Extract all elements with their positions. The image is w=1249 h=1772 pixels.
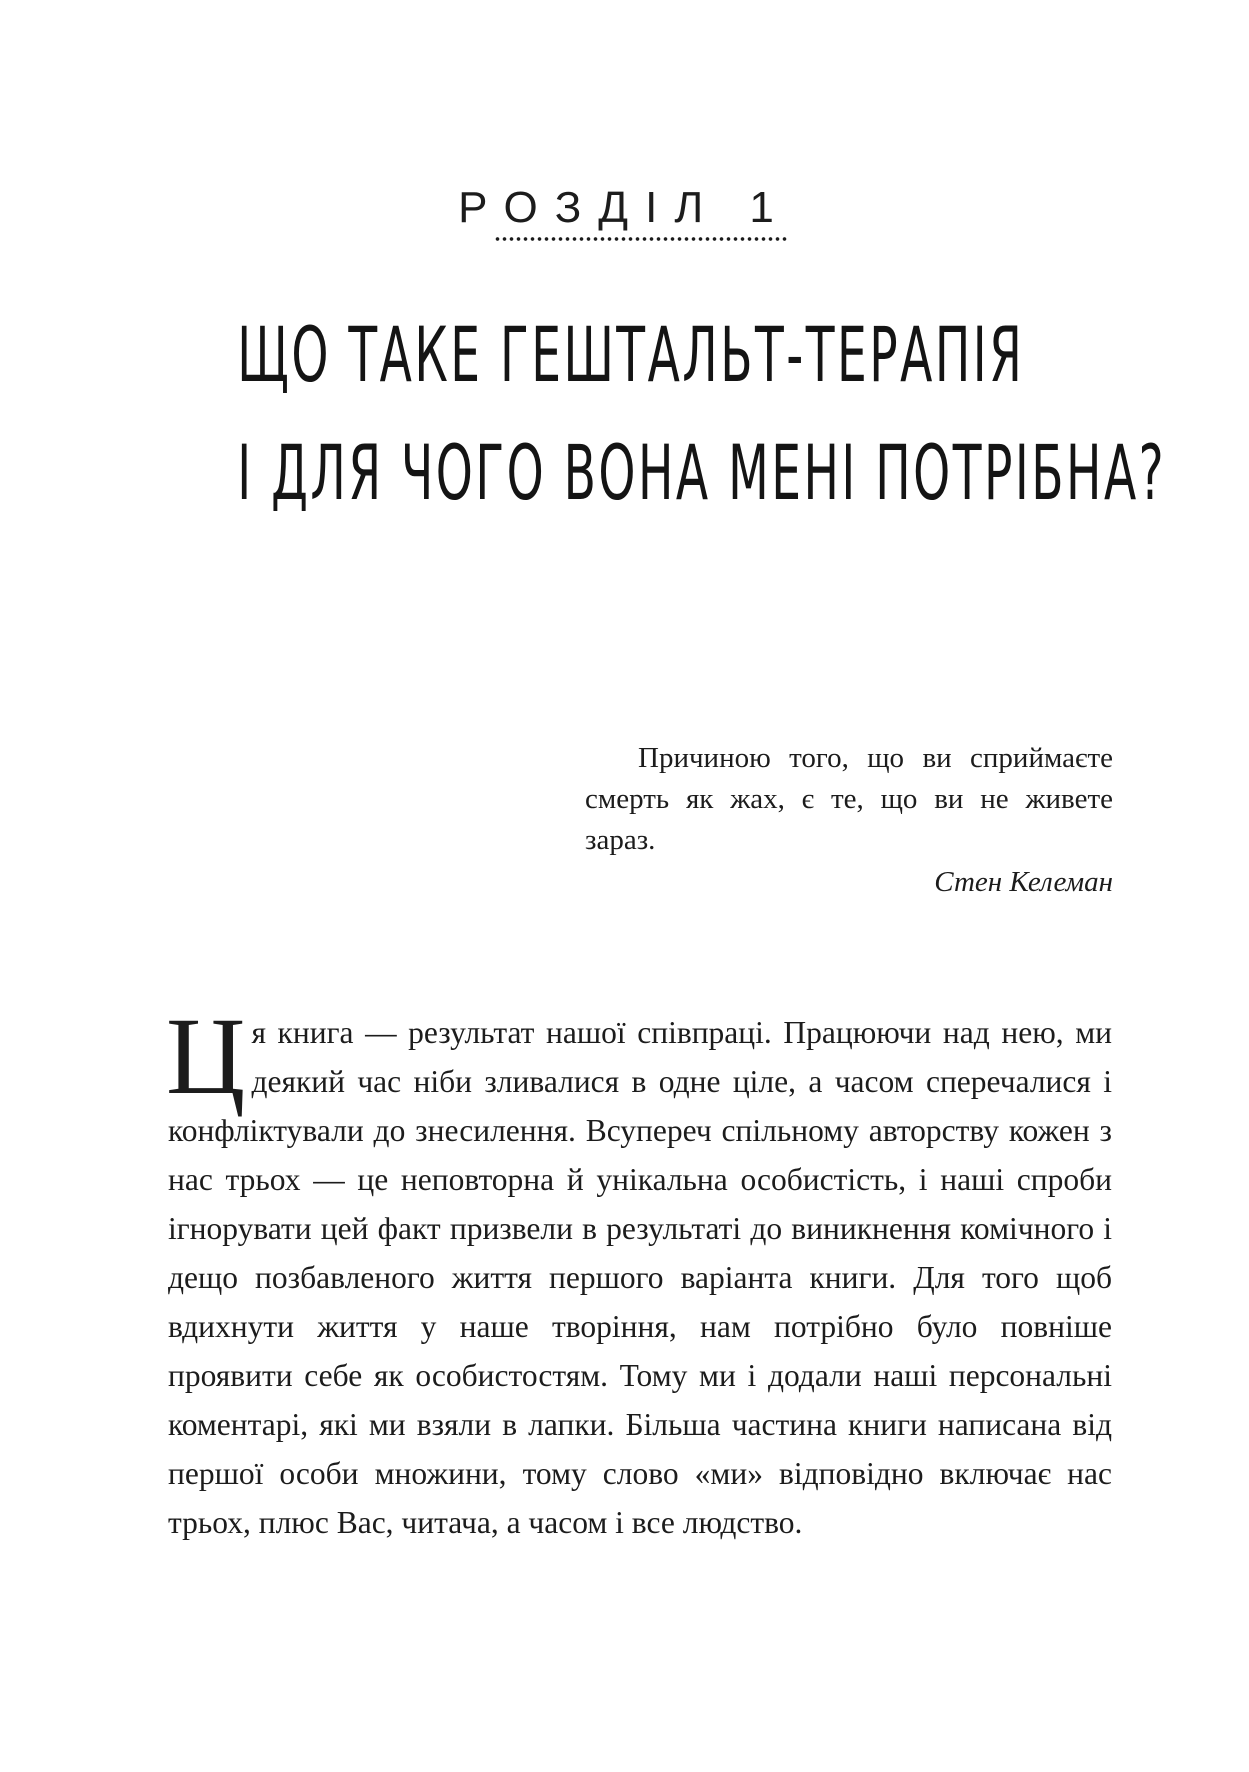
chapter-label: РОЗДІЛ 1 (458, 183, 791, 232)
dotted-divider (494, 236, 788, 242)
chapter-title-line-2: І ДЛЯ ЧОГО ВОНА МЕНІ ПОТРІБНА? (237, 428, 1167, 517)
epigraph-author: Стен Келеман (934, 866, 1113, 898)
epigraph (585, 738, 1113, 903)
chapter-title (237, 296, 1167, 532)
body-paragraph-text: я книга — результат нашої співпраці. Працюючи над нею, ми деякий час ніби зливалися в одне ціле, а часом сперечалися і конфліктували до знесилення. Всупереч спільному авторству кожен з нас трьох — це неповторна й унікальна особистість, і наші спроби ігнорувати цей факт призвели в результаті до виникнення комічного і дещо позбавленого життя першого варіанта книги. Для того щоб вдихнути життя у наше творіння, нам потрібно було повніше проявити себе як особистостям. Тому ми і додали наші персональні коментарі, які ми взяли в лапки. Більша частина книги написана від першої особи множини, тому слово «ми» відповідно включає нас трьох, плюс Вас, читача, а часом і все людство. (168, 1015, 1112, 1540)
drop-cap: Ц (166, 995, 246, 1117)
epigraph-text: Причиною того, що ви сприймаєте смерть як жах, є те, що ви не живете зараз. (585, 742, 1113, 856)
chapter-title-line-1: ЩО ТАКЕ ГЕШТАЛЬТ-ТЕРАПІЯ (237, 310, 1025, 399)
body-paragraph (166, 995, 1112, 1547)
